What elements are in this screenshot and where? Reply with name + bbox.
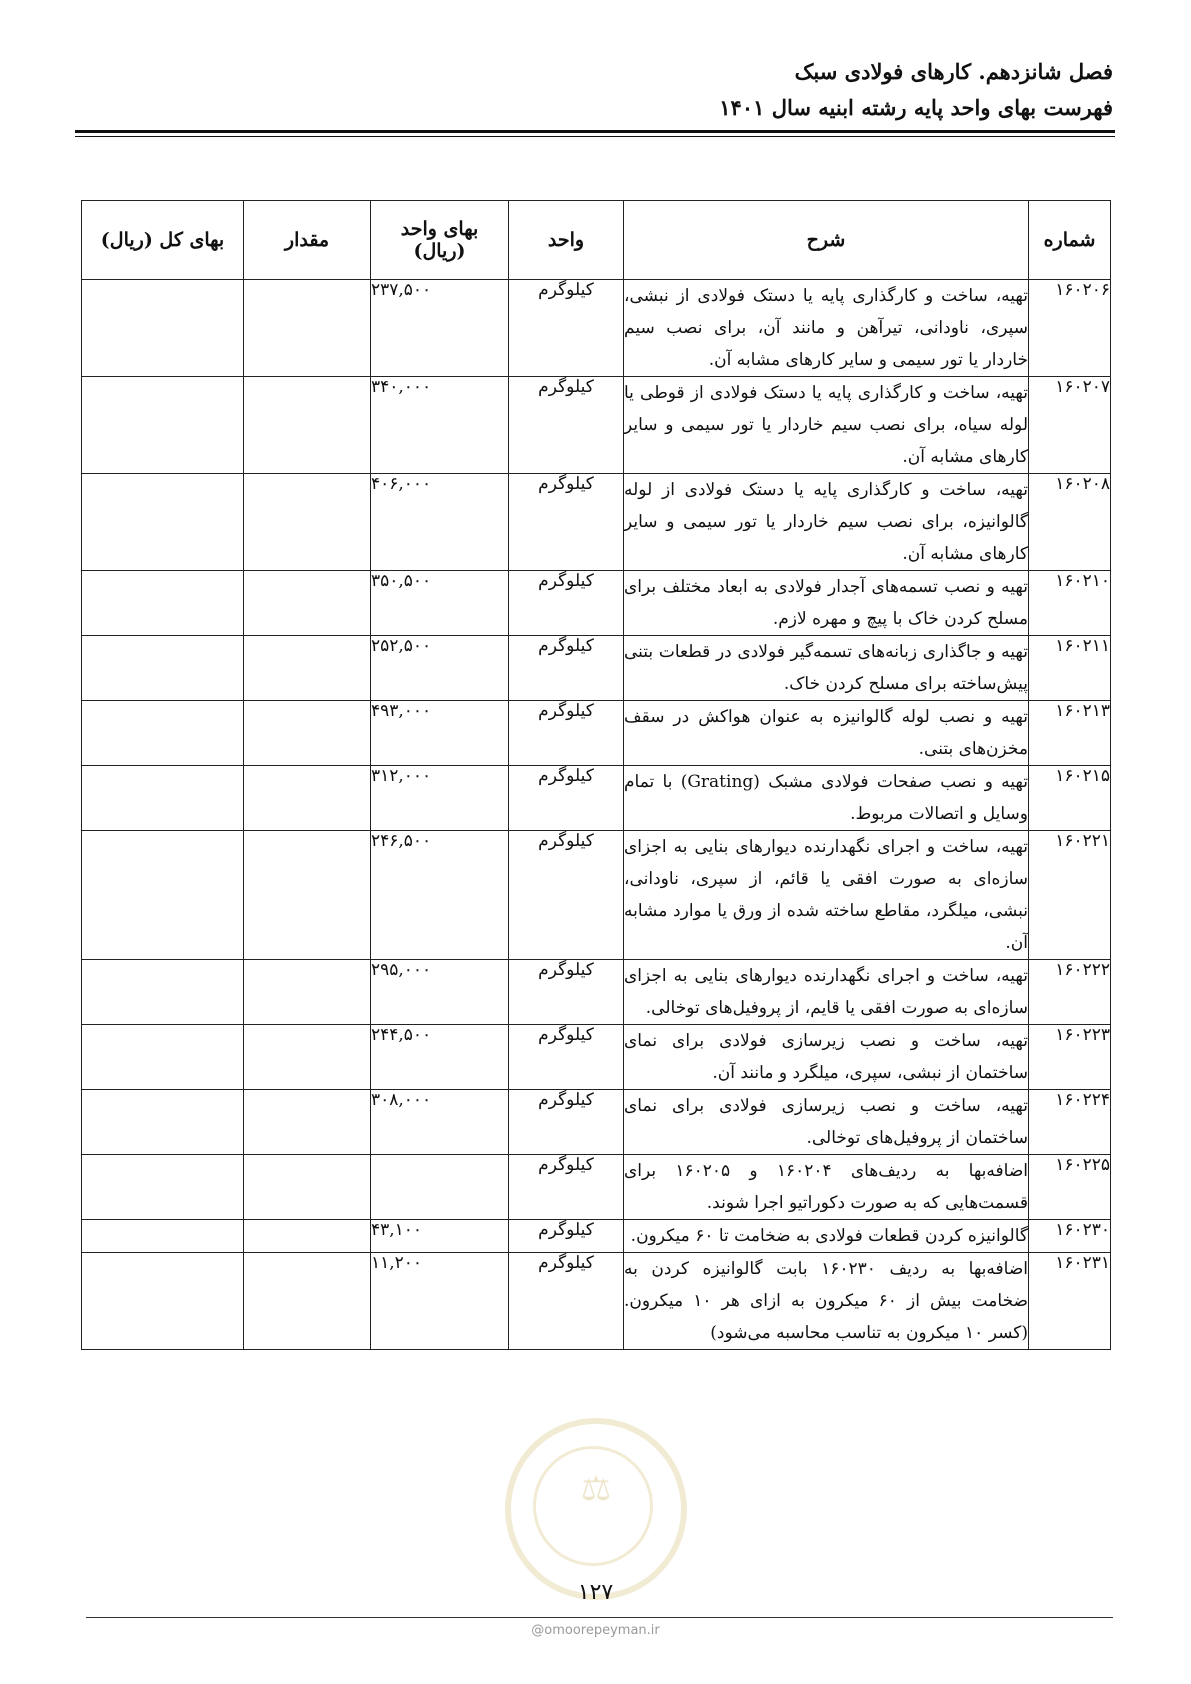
- table-row: [82, 474, 1111, 571]
- row-description: گالوانیزه کردن قطعات فولادی به ضخامت تا ۶۰ میکرون.: [624, 1220, 1029, 1253]
- row-unit: کیلوگرم: [509, 474, 624, 571]
- row-description: تهیه، ساخت و اجرای نگهدارنده دیوارهای بنایی به اجزای سازه‌ای به صورت افقی یا قائم، از سپری، ناودانی، نبشی، میلگرد، مقاطع ساخته شده از ورق یا موارد مشابه آن.: [624, 831, 1029, 960]
- row-quantity: [244, 636, 371, 701]
- col-header-unit: واحد: [509, 201, 624, 280]
- document-subtitle: فهرست بهای واحد پایه رشته ابنیه سال ۱۴۰۱: [719, 95, 1113, 120]
- row-unit-price: ۲۵۲,۵۰۰: [371, 636, 509, 701]
- col-header-desc: شرح: [624, 201, 1029, 280]
- row-unit-price: [371, 1155, 509, 1220]
- row-quantity: [244, 831, 371, 960]
- row-quantity: [244, 701, 371, 766]
- row-quantity: [244, 766, 371, 831]
- page-number: ۱۲۷: [577, 1580, 614, 1605]
- col-header-qty: مقدار: [244, 201, 371, 280]
- row-total-price: [82, 960, 244, 1025]
- row-unit: کیلوگرم: [509, 571, 624, 636]
- table-row: [82, 831, 1111, 960]
- row-unit-price: ۲۳۷,۵۰۰: [371, 280, 509, 377]
- row-unit: کیلوگرم: [509, 636, 624, 701]
- row-quantity: [244, 1090, 371, 1155]
- row-description: تهیه و جاگذاری زبانه‌های تسمه‌گیر فولادی در قطعات بتنی پیش‌ساخته برای مسلح کردن خاک.: [624, 636, 1029, 701]
- table-row: [82, 1090, 1111, 1155]
- row-quantity: [244, 377, 371, 474]
- unit-price-header-line1: بهای واحد: [400, 218, 479, 240]
- row-total-price: [82, 831, 244, 960]
- table-row: [82, 571, 1111, 636]
- unit-price-header-line2: (ریال): [413, 240, 466, 262]
- row-total-price: [82, 1090, 244, 1155]
- row-quantity: [244, 1253, 371, 1350]
- row-unit: کیلوگرم: [509, 377, 624, 474]
- table-row: [82, 1155, 1111, 1220]
- row-quantity: [244, 1220, 371, 1253]
- row-description: تهیه و نصب تسمه‌های آجدار فولادی به ابعاد مختلف برای مسلح کردن خاک با پیچ و مهره لازم.: [624, 571, 1029, 636]
- chapter-title: فصل شانزدهم. کارهای فولادی سبک: [794, 59, 1113, 84]
- row-unit: کیلوگرم: [509, 280, 624, 377]
- row-total-price: [82, 766, 244, 831]
- row-unit-price: ۳۱۲,۰۰۰: [371, 766, 509, 831]
- row-quantity: [244, 280, 371, 377]
- row-code: ۱۶۰۲۳۱: [1029, 1253, 1111, 1350]
- row-description: اضافه‌بها به ردیف‌های ۱۶۰۲۰۴ و ۱۶۰۲۰۵ برای قسمت‌هایی که به صورت دکوراتیو اجرا شوند.: [624, 1155, 1029, 1220]
- row-code: ۱۶۰۲۱۱: [1029, 636, 1111, 701]
- table-body: [82, 280, 1111, 1350]
- row-total-price: [82, 1253, 244, 1350]
- row-unit-price: ۱۱,۲۰۰: [371, 1253, 509, 1350]
- table-row: [82, 636, 1111, 701]
- row-unit: کیلوگرم: [509, 766, 624, 831]
- row-quantity: [244, 474, 371, 571]
- col-header-unit-price: [371, 201, 509, 280]
- row-unit: کیلوگرم: [509, 960, 624, 1025]
- row-total-price: [82, 571, 244, 636]
- row-code: ۱۶۰۲۱۰: [1029, 571, 1111, 636]
- row-code: ۱۶۰۲۰۶: [1029, 280, 1111, 377]
- row-total-price: [82, 1025, 244, 1090]
- table-header-row: [82, 201, 1111, 280]
- row-description: تهیه و نصب لوله گالوانیزه به عنوان هواکش در سقف مخزن‌های بتنی.: [624, 701, 1029, 766]
- row-description: تهیه، ساخت و کارگذاری پایه یا دستک فولادی از نبشی، سپری، ناودانی، تیرآهن و مانند آن، برای نصب سیم خاردار یا تور سیمی و سایر کارهای مشابه آن.: [624, 280, 1029, 377]
- row-unit-price: ۳۴۰,۰۰۰: [371, 377, 509, 474]
- header-rule-thick: [75, 130, 1115, 133]
- row-total-price: [82, 474, 244, 571]
- row-quantity: [244, 1155, 371, 1220]
- scales-gear-seal-icon: [505, 1418, 687, 1600]
- row-code: ۱۶۰۲۲۳: [1029, 1025, 1111, 1090]
- row-description: تهیه، ساخت و کارگذاری پایه یا دستک فولادی از لوله گالوانیزه، برای نصب سیم خاردار یا تور سیمی و سایر کارهای مشابه آن.: [624, 474, 1029, 571]
- page-header: [75, 56, 1113, 124]
- row-description: اضافه‌بها به ردیف ۱۶۰۲۳۰ بابت گالوانیزه کردن به ضخامت بیش از ۶۰ میکرون به ازای هر ۱۰ میکرون. (کسر ۱۰ میکرون به تناسب محاسبه می‌شود): [624, 1253, 1029, 1350]
- table-row: [82, 1253, 1111, 1350]
- row-unit: کیلوگرم: [509, 1025, 624, 1090]
- row-unit-price: ۴۹۳,۰۰۰: [371, 701, 509, 766]
- table-row: [82, 960, 1111, 1025]
- row-code: ۱۶۰۲۳۰: [1029, 1220, 1111, 1253]
- row-code: ۱۶۰۲۲۱: [1029, 831, 1111, 960]
- footer-rule: [86, 1617, 1113, 1618]
- table-row: [82, 766, 1111, 831]
- col-header-code: شماره: [1029, 201, 1111, 280]
- row-code: ۱۶۰۲۰۸: [1029, 474, 1111, 571]
- row-description: تهیه، ساخت و اجرای نگهدارنده دیوارهای بنایی به اجزای سازه‌ای به صورت افقی یا قایم، از پروفیل‌های توخالی.: [624, 960, 1029, 1025]
- table-row: [82, 701, 1111, 766]
- row-unit: کیلوگرم: [509, 1253, 624, 1350]
- row-description: تهیه، ساخت و نصب زیرسازی فولادی برای نمای ساختمان از نبشی، سپری، میلگرد و مانند آن.: [624, 1025, 1029, 1090]
- row-code: ۱۶۰۲۲۲: [1029, 960, 1111, 1025]
- row-quantity: [244, 1025, 371, 1090]
- table-row: [82, 1025, 1111, 1090]
- row-description: تهیه، ساخت و کارگذاری پایه یا دستک فولادی از قوطی یا لوله سیاه، برای نصب سیم خاردار یا تور سیمی و سایر کارهای مشابه آن.: [624, 377, 1029, 474]
- row-total-price: [82, 636, 244, 701]
- row-quantity: [244, 571, 371, 636]
- row-code: ۱۶۰۲۱۳: [1029, 701, 1111, 766]
- row-unit-price: ۴۰۶,۰۰۰: [371, 474, 509, 571]
- col-header-total: بهای کل (ریال): [82, 201, 244, 280]
- scales-icon: ⚖: [580, 1469, 612, 1509]
- row-code: ۱۶۰۲۲۴: [1029, 1090, 1111, 1155]
- table-row: [82, 377, 1111, 474]
- row-unit: کیلوگرم: [509, 1220, 624, 1253]
- row-unit: کیلوگرم: [509, 831, 624, 960]
- row-total-price: [82, 280, 244, 377]
- row-total-price: [82, 377, 244, 474]
- row-code: ۱۶۰۲۲۵: [1029, 1155, 1111, 1220]
- row-unit: کیلوگرم: [509, 1090, 624, 1155]
- row-unit: کیلوگرم: [509, 1155, 624, 1220]
- row-unit: کیلوگرم: [509, 701, 624, 766]
- site-watermark: @omoorepeyman.ir: [531, 1623, 660, 1638]
- row-unit-price: ۳۰۸,۰۰۰: [371, 1090, 509, 1155]
- row-total-price: [82, 1220, 244, 1253]
- row-quantity: [244, 960, 371, 1025]
- row-description: تهیه، ساخت و نصب زیرسازی فولادی برای نمای ساختمان از پروفیل‌های توخالی.: [624, 1090, 1029, 1155]
- row-code: ۱۶۰۲۱۵: [1029, 766, 1111, 831]
- row-code: ۱۶۰۲۰۷: [1029, 377, 1111, 474]
- row-unit-price: ۲۴۶,۵۰۰: [371, 831, 509, 960]
- row-unit-price: ۲۹۵,۰۰۰: [371, 960, 509, 1025]
- header-rule-thin: [75, 136, 1115, 137]
- row-total-price: [82, 701, 244, 766]
- row-description: تهیه و نصب صفحات فولادی مشبک (Grating) با تمام وسایل و اتصالات مربوط.: [624, 766, 1029, 831]
- table-row: [82, 280, 1111, 377]
- price-table: [81, 200, 1111, 1350]
- table-row: [82, 1220, 1111, 1253]
- row-unit-price: ۲۴۴,۵۰۰: [371, 1025, 509, 1090]
- row-unit-price: ۳۵۰,۵۰۰: [371, 571, 509, 636]
- row-total-price: [82, 1155, 244, 1220]
- row-unit-price: ۴۳,۱۰۰: [371, 1220, 509, 1253]
